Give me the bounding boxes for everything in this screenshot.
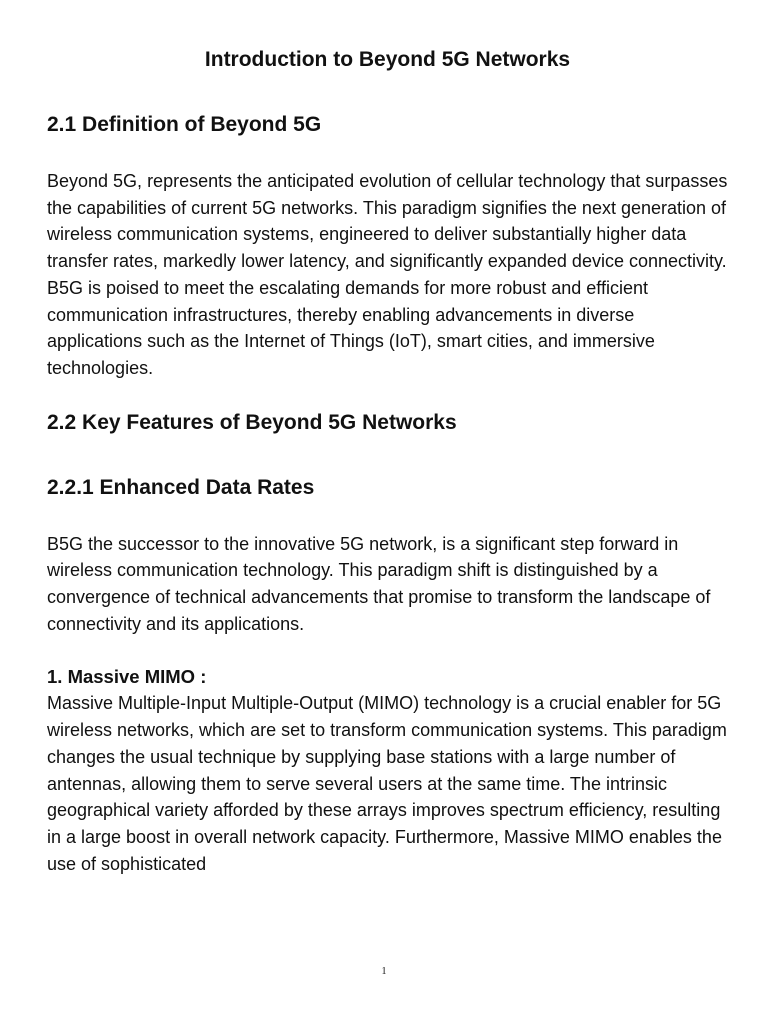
section-heading-2-2-1: 2.2.1 Enhanced Data Rates — [47, 475, 315, 499]
page-number: 1 — [381, 966, 387, 977]
section-heading-2-1: 2.1 Definition of Beyond 5G — [47, 113, 322, 136]
section-heading-2-2: 2.2 Key Features of Beyond 5G Networks — [47, 410, 457, 434]
section-2-2-1-paragraph: B5G the successor to the innovative 5G network, is a significant step forward in wireless communication technology. This paradigm shift is distinguished by a convergence of technical advancements that promise to transform the landscape of connectivity and its applications. — [47, 533, 711, 634]
document-title: Introduction to Beyond 5G Networks — [204, 48, 571, 71]
massive-mimo-paragraph: Massive Multiple-Input Multiple-Output (MIMO) technology is a crucial enabler for 5G wireless networks, which are set to transform communication systems. This paradigm changes the usual technique by supplying base stations with a large number of antennas, allowing them to serve several users at the same time. The intrinsic geographical variety afforded by these arrays improves spectrum efficiency, resulting in a large boost in overall network capacity. Furthermore, Massive MIMO enables the use of sophisticated — [47, 693, 727, 874]
massive-mimo-heading: 1. Massive MIMO : — [47, 666, 207, 688]
section-2-1-paragraph: Beyond 5G, represents the anticipated evolution of cellular technology that surpasses the capabilities of current 5G networks. This paradigm signifies the next generation of wireless communication systems, engineered to deliver substantially higher data transfer rates, markedly lower latency, and significantly expanded device connectivity. B5G is poised to meet the escalating demands for more robust and efficient communication infrastructures, thereby enabling advancements in diverse applications such as the Internet of Things (IoT), smart cities, and immersive technologies. — [47, 171, 728, 378]
